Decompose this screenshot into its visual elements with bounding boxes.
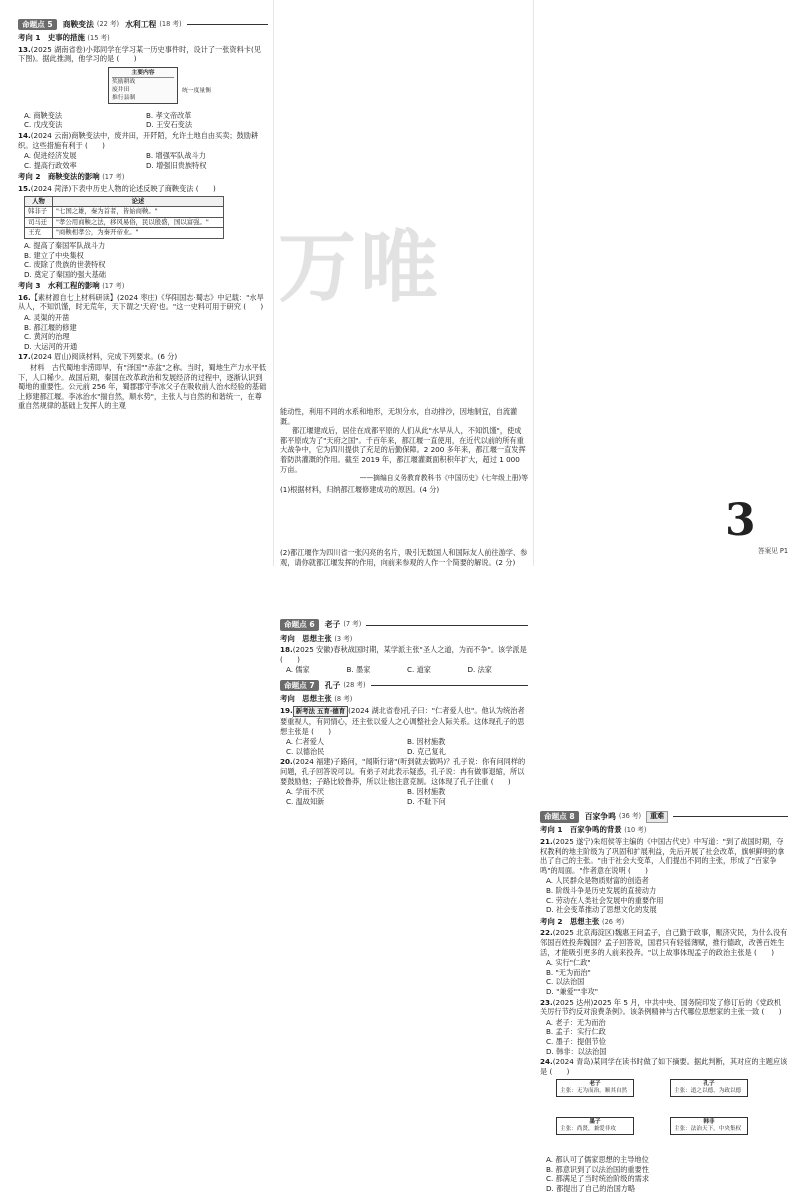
watermark: 万唯 xyxy=(278,222,443,313)
difficulty-badge: 重难 xyxy=(646,811,668,823)
option[interactable]: D. 社会变革推动了思想文化的发展 xyxy=(546,905,657,915)
options xyxy=(18,313,268,351)
option[interactable]: A. 都认可了儒家思想的主导地位 xyxy=(546,1155,649,1165)
option[interactable]: A. 学而不厌 xyxy=(286,787,325,797)
option[interactable]: D. 克己复礼 xyxy=(407,746,446,756)
topic-title: 商鞅变法 xyxy=(62,19,94,29)
table-row: 司马迁 "孝公用商鞅之法，移风易俗，民以殷盛，国以富强。" xyxy=(25,217,224,228)
question: 13.(2025 湖南省卷)小郑同学在学习某一历史事件时，设计了一张资料卡(见下图)。据此推测，他学习的是 ( ) xyxy=(18,44,261,64)
question: 19. 新考法 五育·德育 (2024 湖北省卷)孔子曰："仁者爱人也"。他认为统治者要重视人，有同情心，还主张以爱人之心调整社会人际关系。这体现孔子的思想主张是 ( ) xyxy=(280,705,525,736)
question: 23.(2025 达州)2025 年 5 月，中共中央、国务院印发了修订后的《党政机关厉行节约反对浪费条例》。该条例精神与古代哪位思想家的主张一致 ( ) xyxy=(540,997,782,1017)
option[interactable]: A. 儒家 xyxy=(286,665,310,675)
option[interactable]: C. 提高行政效率 xyxy=(24,160,77,170)
material-text: 能动性，利用不同的水系和地形，无坝分水，自动排沙，因地制宜，自流灌溉。 xyxy=(280,407,518,426)
page-number: 3 xyxy=(725,495,756,546)
answer-area[interactable] xyxy=(280,495,528,547)
topic-count: (28 考) xyxy=(343,680,366,689)
answer-reference: 答案见 P1 xyxy=(758,547,789,555)
topic-tag: 命题点 7 xyxy=(280,680,319,692)
option[interactable]: D. 王安石变法 xyxy=(146,120,193,130)
option[interactable]: B. 建立了中央集权 xyxy=(24,250,84,260)
summary-cards xyxy=(540,1077,788,1155)
right-column xyxy=(540,810,788,1193)
table-row: 韩非子 "七国之雄，秦为首者，皆始商鞅。" xyxy=(25,207,224,218)
sub-heading: 考向 3 水利工程的影响 (17 考) xyxy=(18,281,125,291)
card-item: 奖励耕战 xyxy=(112,78,136,85)
thinker-card: 老子 主张：无为而治，顺其自然 xyxy=(556,1079,634,1097)
option[interactable]: B. 因材施教 xyxy=(407,787,446,797)
card-item: 统一度量衡 xyxy=(182,87,211,94)
sub-heading: 考向 1 史事的措施 (15 考) xyxy=(18,33,110,42)
option[interactable]: B. "无为而治" xyxy=(546,967,591,977)
source-citation: ——摘编自义务教育教科书《中国历史》(七年级上册)等 xyxy=(359,474,528,483)
option[interactable]: D. 韩非：以法治国 xyxy=(546,1046,607,1056)
options xyxy=(18,241,268,279)
options xyxy=(540,958,788,996)
option[interactable]: A. 人民群众是物质财富的创造者 xyxy=(546,876,649,886)
resource-card xyxy=(18,65,268,111)
option[interactable]: C. 废除了贵族的世袭特权 xyxy=(24,260,106,270)
question: 20.(2024 福建)子路问，"闻斯行诸"(听到就去做吗)？孔子说：你有问同样的问题，孔子回答说可以。有弟子对此表示疑惑，孔子说：冉有做事退缩，所以要鼓励他；子路比较鲁莽，所以让他注意克制。这体现了孔子注重 ( ) xyxy=(280,757,526,786)
option[interactable]: C. 都满足了当时统治阶级的需求 xyxy=(546,1174,650,1184)
option[interactable]: A. 促进经济发展 xyxy=(24,151,77,161)
option[interactable]: A. 商鞅变法 xyxy=(24,110,63,120)
options xyxy=(18,111,268,130)
card-item: 废井田 xyxy=(112,86,130,93)
answer-area[interactable] xyxy=(280,569,528,619)
question: 14.(2024 云南)商鞅变法中，废井田，开阡陌，允许土地自由买卖；鼓励耕织。这些措施有利于 ( ) xyxy=(18,130,259,150)
question: 17.(2024 眉山)阅读材料，完成下列要求。(6 分) xyxy=(18,352,178,362)
divider xyxy=(673,816,788,817)
option[interactable]: B. 墨家 xyxy=(346,665,371,675)
options xyxy=(280,665,528,675)
divider xyxy=(371,685,528,686)
option[interactable]: D. 增强旧贵族特权 xyxy=(146,160,207,170)
card-title: 主要内容 xyxy=(112,69,174,78)
options xyxy=(540,1155,788,1193)
option[interactable]: B. 阶级斗争是历史发展的直接动力 xyxy=(546,886,657,895)
option[interactable]: D. 都提出了自己的治国方略 xyxy=(546,1184,636,1194)
divider xyxy=(366,625,528,626)
options xyxy=(280,737,528,756)
sub-question: (2)都江堰作为四川省一张闪亮的名片，吸引无数国人和国际友人前往游学、参观，请你就都江堰发挥的作用，向前来参观的人作一个简要的解说。(2 分) xyxy=(280,548,528,567)
thinker-card: 韩非 主张：法治天下，中央集权 xyxy=(670,1117,748,1135)
option[interactable]: D. "兼爱""非攻" xyxy=(546,986,599,996)
option[interactable]: C. 道家 xyxy=(407,665,431,675)
option[interactable]: A. 实行"仁政" xyxy=(546,958,591,968)
left-column xyxy=(18,18,268,411)
table-header: 论述 xyxy=(52,196,223,207)
topic-tag: 命题点 5 xyxy=(18,19,57,31)
topic-title: 孔子 xyxy=(324,680,341,690)
option[interactable]: C. 墨子：提倡节俭 xyxy=(546,1036,606,1046)
sub-question: (1)根据材料，归纳都江堰修建成功的原因。(4 分) xyxy=(280,484,440,494)
topic-header xyxy=(280,679,528,692)
topic-count: (36 考) xyxy=(618,812,642,821)
option[interactable]: C. 戊戌变法 xyxy=(24,120,63,130)
new-method-tag: 新考法 五育·德育 xyxy=(293,706,348,718)
topic-title: 水利工程 xyxy=(125,19,157,29)
question: 22.(2025 北京海淀区)魏惠王问孟子，自己勤于政事，赈济灾民，为什么没有邻国百姓投奔魏国？孟子回答说，国君只有轻徭薄赋，推行德政，改善百姓生活，才能吸引更多的人前来投奔。"以上故事体现孟子的政治主张是 ( ) xyxy=(540,928,788,957)
sub-heading: 考向 思想主张 (3 考) xyxy=(280,633,353,643)
column-divider xyxy=(533,0,534,566)
option[interactable]: C. 温故知新 xyxy=(286,796,325,806)
table-row: 王充 "商鞅相孝公，为秦开帝业。" xyxy=(25,228,224,239)
sub-heading: 考向 1 百家争鸣的背景 (10 考) xyxy=(540,825,647,835)
question: 24.(2024 青岛)某同学在读书时做了如下摘要。据此判断，其对应的主题应该是 ( ) xyxy=(540,1057,788,1076)
option[interactable]: A. 灵渠的开凿 xyxy=(24,313,70,323)
topic-count: (18 考) xyxy=(159,19,182,28)
question: 18.(2025 安徽)春秋战国时期，某学派主张"圣人之道，为而不争"。该学派是 ( ) xyxy=(280,645,527,664)
topic-count: (7 考) xyxy=(343,620,362,629)
option[interactable]: B. 孟子：实行仁政 xyxy=(546,1027,606,1037)
option[interactable]: A. 仁者爱人 xyxy=(286,737,325,747)
question: 15.(2024 菏泽)下表中历史人物的论述反映了商鞅变法 ( ) xyxy=(18,183,216,193)
options xyxy=(18,151,268,170)
topic-header xyxy=(280,619,528,632)
option[interactable]: B. 因材施教 xyxy=(407,737,446,747)
material-text: 材料 古代蜀地非涝即旱，有"泽国""赤盆"之称。当时，蜀地生产力水平低下，人口稀少。战国后期，秦国在改革政治和发展经济的过程中，逐渐认识到蜀地的重要性。公元前 256 年，蜀郡郡守李冰父子在吸收前人治水经验的基础上修建都江堰。李冰治水"揣自然，顺水势"，主张人与自然的和谐统一，在尊重自然规律的基础上发挥人的主观 xyxy=(18,363,267,411)
card-item: 推行县制 xyxy=(112,94,136,101)
options xyxy=(540,876,788,914)
material-text: 都江堰建成后，居住在成都平原的人们从此"水旱从人，不知饥馑"，使成都平原成为了"天府之国"。千百年来，都江堰一直使用，在近代以前的所有重大战争中，它为四川提供了充足的后勤保障。2 200 多年来，都江堰一直发挥着防洪灌溉的作用。截至 2019 年，都江堰灌溉面积积年扩大，超过 1 000 万亩。 xyxy=(280,426,526,474)
topic-header xyxy=(18,18,268,31)
topic-tag: 命题点 6 xyxy=(280,619,319,631)
option[interactable]: D. 奠定了秦国的强大基础 xyxy=(24,269,106,279)
question: 21.(2025 遂宁)朱绍侯等主编的《中国古代史》中写道："到了战国时期，夺权教利的地主阶级为了巩固和扩展利益，先后开展了社会改革，旗帜鲜明的拿出了自己的主张。"由于社会大变革，人们提出不同的主张，形成了"百家争鸣"的局面。"作者意在说明 ( ) xyxy=(540,837,785,875)
topic-tag: 命题点 8 xyxy=(540,811,579,823)
divider xyxy=(187,24,268,25)
option[interactable]: A. 提高了秦国军队战斗力 xyxy=(24,240,106,250)
option[interactable]: D. 不耻下问 xyxy=(407,796,446,806)
option[interactable]: C. 黄河的治理 xyxy=(24,332,70,342)
column-divider xyxy=(273,0,274,566)
sub-heading: 考向 2 思想主张 (26 考) xyxy=(540,916,625,926)
option[interactable]: B. 增强军队战斗力 xyxy=(146,151,206,161)
options xyxy=(540,1018,788,1056)
topic-count: (22 考) xyxy=(96,19,120,28)
option[interactable]: D. 大运河的开通 xyxy=(24,341,78,351)
option[interactable]: A. 老子：无为而治 xyxy=(546,1017,606,1027)
thinker-card: 孔子 主张：道之以德，为政以德 xyxy=(670,1079,748,1097)
option[interactable]: C. 以法治国 xyxy=(546,977,585,987)
options xyxy=(280,787,528,806)
table-header: 人物 xyxy=(25,196,53,207)
topic-title: 老子 xyxy=(324,620,341,630)
option[interactable]: B. 都意识到了以法治国的重要性 xyxy=(546,1164,649,1174)
sub-heading: 考向 思想主张 (8 考) xyxy=(280,693,353,703)
option[interactable]: C. 劳动在人类社会发展中的重要作用 xyxy=(546,895,664,905)
quote-table xyxy=(24,196,224,239)
question: 16.【素材源自七上材料研读】(2024 枣庄)《华阳国志·蜀志》中记载："水旱从人，不知饥馑，时无荒年，天下谓之'天府'也。"这一史料可用于研究 ( ) xyxy=(18,292,264,312)
middle-column xyxy=(280,407,528,806)
option[interactable]: D. 法家 xyxy=(467,665,492,675)
option[interactable]: C. 以德治民 xyxy=(286,746,325,756)
option[interactable]: B. 孝文帝改革 xyxy=(146,110,192,120)
topic-title: 百家争鸣 xyxy=(584,812,616,822)
sub-heading: 考向 2 商鞅变法的影响 (17 考) xyxy=(18,172,125,182)
option[interactable]: B. 都江堰的修建 xyxy=(24,322,77,332)
topic-header xyxy=(540,810,788,823)
thinker-card: 墨子 主张：尚贤，兼爱非攻 xyxy=(556,1117,634,1135)
